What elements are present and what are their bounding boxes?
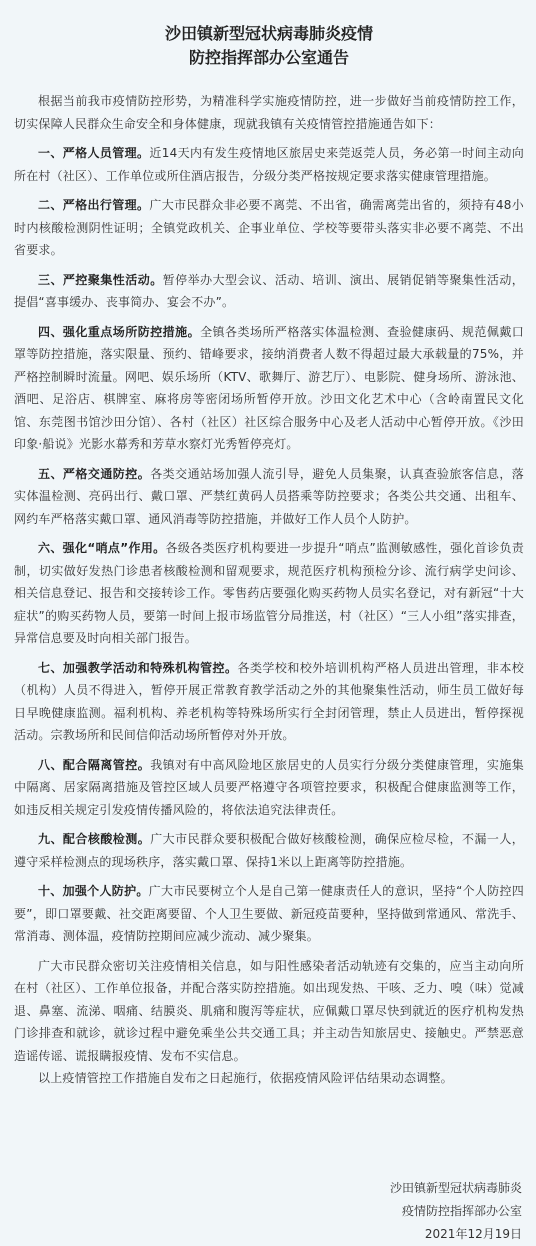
section-7 bbox=[14, 657, 524, 747]
section-8-heading: 八、配合隔离管控。 bbox=[38, 757, 151, 772]
section-5-heading: 五、严格交通防控。 bbox=[38, 466, 151, 481]
section-10-text: 广大市民要树立个人是自己第一健康责任人的意识，坚持“个人防控四要”，即口罩要戴、社交距离要留、个人卫生要做、新冠疫苗要种，坚持做到常通风、常洗手、常消毒、测体温，疫情防控期间应减少流动、减少聚集。 bbox=[14, 884, 524, 943]
section-10-heading: 十、加强个人防护。 bbox=[38, 884, 149, 898]
section-4-heading: 四、强化重点场所防控措施。 bbox=[38, 324, 201, 339]
section-2-heading: 二、严格出行管理。 bbox=[38, 198, 150, 212]
section-3-text: 暂停举办大型会议、活动、培训、演出、展销促销等聚集性活动，提倡“喜事缓办、丧事简办、宴会不办”。 bbox=[14, 272, 524, 309]
section-6-text: 各级各类医疗机构要进一步提升“哨点”监测敏感性，强化首诊负责制，切实做好发热门诊患者核酸检测和留观要求，规范医疗机构预检分诊、流行病学史问诊、相关信息登记、报告和交接转诊工作。零售药店要强化购买药物人员实名登记，对有新冠“十大症状”的购买药物人员，要第一时间上报市场监管分局推送，村（社区）“三人小组”落实排查，异常信息要及时向相关部门报告。 bbox=[14, 541, 524, 645]
section-5-text: 各类交通站场加强人流引导，避免人员集聚，认真查验旅客信息，落实体温检测、亮码出行、戴口罩、严禁红黄码人员搭乘等防控要求；各类公共交通、出租车、网约车严格落实戴口罩、通风消毒等防控措施，并做好工作人员个人防护。 bbox=[14, 466, 524, 526]
section-4-text: 全镇各类场所严格落实体温检测、查验健康码、规范佩戴口罩等防控措施，落实限量、预约、错峰要求，接纳消费者人数不得超过最大承载量的75%，并严格控制瞬时流量。网吧、娱乐场所（KTV、歌舞厅、游艺厅）、电影院、健身场所、游泳池、酒吧、足浴店、棋牌室、麻将房等密闭场所暂停开放。沙田文化艺术中心（含岭南置民文化馆、东莞图书馆沙田分馆）、各村（社区）社区综合服务中心及老人活动中心暂停开放。《沙田印象·船说》光影水幕秀和芳草水察灯光秀暂停亮灯。 bbox=[14, 324, 524, 451]
signature-date: 2021年12月19日 bbox=[424, 1227, 522, 1241]
section-9-text: 广大市民群众要积极配合做好核酸检测，确保应检尽检，不漏一人，遵守采样检测点的现场秩序，落实戴口罩、保持1米以上距离等防控措施。 bbox=[14, 832, 524, 869]
section-6-heading: 六、强化“哨点”作用。 bbox=[38, 541, 166, 555]
section-7-heading: 七、加强教学活动和特殊机构管控。 bbox=[38, 660, 238, 675]
closing-paragraph: 广大市民群众密切关注疫情相关信息，如与阳性感染者活动轨迹有交集的，应当主动向所在村（社区）、工作单位报备，并配合落实防控措施。如出现发热、干咳、乏力、嗅（味）觉减退、鼻塞、流涕、咽痛、结膜炎、肌痛和腹泻等症状，应佩戴口罩尽快到就近的医疗机构发热门诊排查和就诊，就诊过程中避免乘坐公共交通工具；并主动告知旅居史、接触史。严禁恶意造谣传谣、谎报瞒报疫情、发布不实信息。 bbox=[14, 958, 524, 1063]
notice-title bbox=[14, 22, 524, 70]
effective-paragraph: 以上疫情管控工作措施自发布之日起施行，依据疫情风险评估结果动态调整。 bbox=[38, 1071, 453, 1085]
section-2 bbox=[14, 194, 524, 262]
section-1 bbox=[14, 142, 524, 187]
section-3-heading: 三、严控聚集性活动。 bbox=[38, 272, 163, 287]
title-line-1: 沙田镇新型冠状病毒肺炎疫情 bbox=[164, 24, 373, 43]
signature-org-line-1: 沙田镇新型冠状病毒肺炎 bbox=[389, 1181, 522, 1195]
section-8 bbox=[14, 754, 524, 822]
section-9-heading: 九、配合核酸检测。 bbox=[38, 832, 151, 846]
section-1-text: 近14天内有发生疫情地区旅居史来莞返莞人员，务必第一时间主动向所在村（社区）、工作单位或所住酒店报告，分级分类严格按规定要求落实健康管理措施。 bbox=[14, 146, 524, 183]
section-7-text: 各类学校和校外培训机构严格人员进出管理，非本校（机构）人员不得进入，暂停开展正常教育教学活动之外的其他聚集性活动，师生员工做好每日早晚健康监测。福利机构、养老机构等特殊场所实行全封闭管理，禁止人员进出，暂停探视活动。宗教场所和民间信仰活动场所暂停对外开放。 bbox=[14, 660, 525, 742]
section-4 bbox=[14, 321, 524, 456]
section-3 bbox=[14, 269, 524, 314]
section-10 bbox=[14, 880, 524, 948]
section-5 bbox=[14, 463, 524, 531]
section-6 bbox=[14, 537, 524, 650]
title-line-2: 防控指挥部办公室通告 bbox=[188, 48, 349, 67]
section-9 bbox=[14, 828, 524, 873]
signature-block bbox=[390, 1177, 522, 1246]
section-8-text: 我镇对有中高风险地区旅居史的人员实行分级分类健康管理，实施集中隔离、居家隔离措施及管控区域人员要严格遵守各项管控要求，积极配合健康监测等工作，如违反相关规定引发疫情传播风险的，将依法追究法律责任。 bbox=[14, 757, 524, 817]
signature-org-line-2: 疫情防控指挥部办公室 bbox=[401, 1204, 522, 1218]
section-1-heading: 一、严格人员管理。 bbox=[38, 146, 150, 160]
intro-paragraph: 根据当前我市疫情防控形势，为精准科学实施疫情防控，进一步做好当前疫情防控工作，切实保障人民群众生命安全和身体健康，现就我镇有关疫情管控措施通告如下： bbox=[14, 94, 524, 131]
notice-body bbox=[14, 90, 524, 1090]
section-2-text: 广大市民群众非必要不离莞、不出省，确需离莞出省的，须持有48小时内核酸检测阴性证明；全镇党政机关、企事业单位、学校等要带头落实非必要不离莞、不出省要求。 bbox=[14, 198, 524, 257]
